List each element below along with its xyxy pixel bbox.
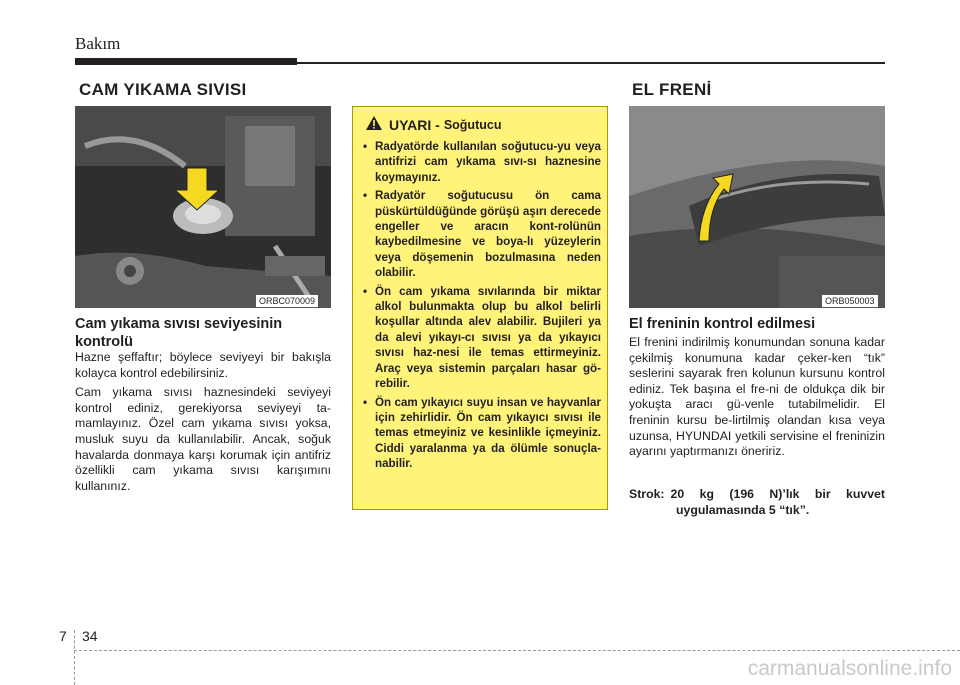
page-number: 34	[82, 628, 98, 644]
strok-line1: 20 kg (196 N)’lık bir kuvvet	[670, 487, 885, 501]
header-rule-thick	[75, 58, 297, 65]
paragraph: El frenini indirilmiş konumundan sonuna kadar çekilmiş konumuna kadar çeker-ken “tık” seslerini sayarak fren kolunun kursunu kontrol ediniz. Tek başına el fre-ni de oldukça dik bir yokuşta aracı gü-venle tutabilmelidir. El freninin kursu be-lirtilmiş olandan kısa veya uzunsa, HYUNDAI yetkili servisine el freninizin ayarını yaptırmanızı öneririz.	[629, 335, 885, 459]
paragraph: Hazne şeffaftır; böylece seviyeyi bir bakışla kolayca kontrol edebilirsiniz.	[75, 350, 331, 380]
strok-line2: uygulamasında 5 “tık”.	[676, 502, 810, 517]
section-title-washer-fluid: CAM YIKAMA SIVISI	[79, 80, 247, 99]
strok-label: Strok:	[629, 487, 665, 501]
warning-header	[365, 115, 501, 134]
warning-label: UYARI -	[389, 116, 440, 133]
parking-brake-photo	[629, 106, 885, 308]
strok-spec	[629, 487, 885, 518]
running-header: Bakım	[75, 34, 121, 53]
warning-topic: Soğutucu	[443, 117, 502, 132]
warning-item: • Radyatörde kullanılan soğutucu-yu veya antifrizi cam yıkama sıvı-sı haznesine koymayınız.	[363, 139, 601, 185]
warning-item: • Ön cam yıkayıcı suyu insan ve hayvanlar için zehirlidir. Ön cam yıkayıcı sıvısı ile temas etmeyiniz ve kesinlikle içmeyiniz. Ciddi yaralanma ya da ölümle sonuçla-nabilir.	[363, 395, 601, 472]
section-title-parking-brake: EL FRENİ	[632, 80, 712, 99]
watermark: carmanualsonline.info	[747, 657, 952, 680]
subheading-washer-level: Cam yıkama sıvısı seviyesinin kontrolü	[75, 316, 283, 350]
washer-body-text	[75, 350, 331, 498]
header-rule-thin	[297, 62, 885, 64]
paragraph: Cam yıkama sıvısı haznesindeki seviyeyi kontrol ediniz, gerekiyorsa seviyeyi ta-mamlayınız. Özel cam yıkama sıvısı yoksa, musluk suyu da kullanılabilir. Ancak, soğuk havalarda donmaya karşı korumak için antifriz özellikli cam yıkama sıvısı karışımını kullanınız.	[75, 385, 331, 493]
chapter-number: 7	[59, 628, 67, 644]
warning-item: • Ön cam yıkama sıvılarında bir miktar alkol bulunmakta olup bu alkol belirli koşullar altında alev alabilir. Bujileri ya da alevi yıkayı-cı sıvısı ya da yıkayıcı sıvısı haz-nesi ile temas ettirmeyiniz. Araç veya sistemin parçaları hasar gö-rebilir.	[363, 284, 601, 392]
image-code-left: ORBC070009	[256, 295, 318, 307]
footer-vertical-rule	[74, 630, 75, 685]
engine-bay-photo	[75, 106, 331, 308]
parking-brake-body-text	[629, 335, 885, 464]
warning-box	[352, 106, 608, 510]
subheading-parking-brake: El freninin kontrol edilmesi	[629, 316, 816, 332]
warning-list	[363, 139, 601, 475]
footer-rule	[74, 650, 960, 652]
warning-item: • Radyatör soğutucusu ön cama püskürtüldüğünde görüşü aşırı derecede engeller ve aracın kont-rolünün kaybedilmesine ve boya-lı yüzeylerin veya döşemenin bozulmasına neden olabilir.	[363, 188, 601, 280]
warning-triangle-icon	[365, 115, 383, 134]
image-code-right: ORB050003	[822, 295, 878, 307]
